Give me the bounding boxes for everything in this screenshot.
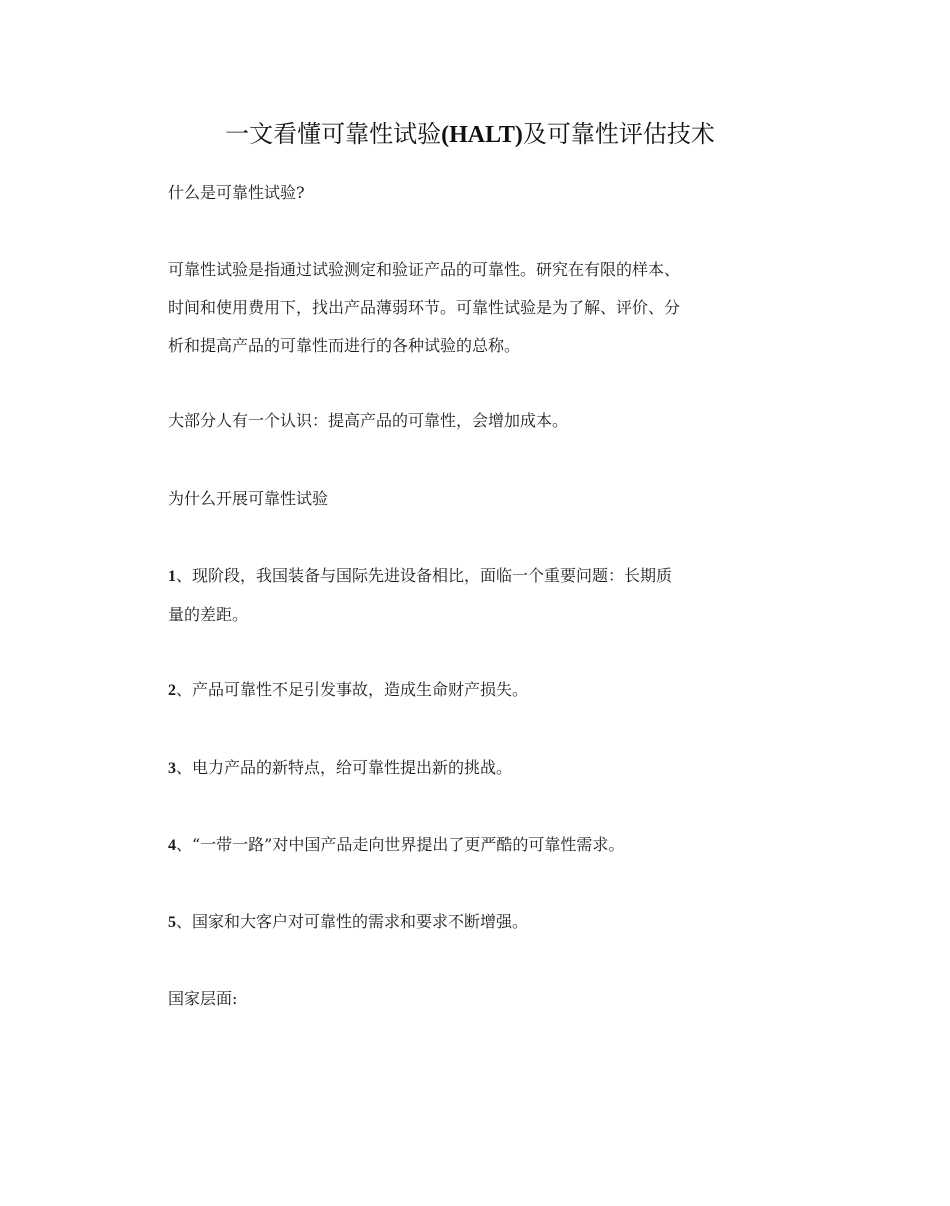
reason-item-2: [168, 671, 768, 710]
reason-5-number: 5: [168, 914, 176, 931]
reason-1-number: 1: [168, 568, 176, 585]
heading-why-reliability-test: 为什么开展可靠性试验: [168, 489, 329, 508]
reason-3-text: 、电力产品的新特点，给可靠性提出新的挑战。: [176, 758, 513, 777]
heading-what-is-reliability-test: 什么是可靠性试验?: [168, 183, 305, 202]
reason-item-1: [168, 557, 768, 634]
definition-paragraph: [168, 251, 768, 365]
document-title: [0, 114, 940, 155]
heading-national-level: 国家层面:: [168, 989, 238, 1008]
title-text-halt: (HALT): [441, 122, 523, 148]
reason-item-5: [168, 903, 768, 942]
reason-item-3: [168, 749, 768, 788]
reason-3-number: 3: [168, 760, 176, 777]
reason-4-text: 、“一带一路”对中国产品走向世界提出了更严酷的可靠性需求。: [176, 835, 625, 854]
reason-item-4: [168, 826, 768, 865]
reason-1-line-1: [168, 557, 768, 596]
common-view-paragraph: 大部分人有一个认识：提高产品的可靠性，会增加成本。: [168, 411, 569, 430]
reason-2-text: 、产品可靠性不足引发事故，造成生命财产损失。: [176, 680, 529, 699]
reason-4-number: 4: [168, 837, 176, 854]
definition-line-2: 时间和使用费用下，找出产品薄弱环节。可靠性试验是为了解、评价、分: [168, 298, 681, 317]
reason-2-number: 2: [168, 682, 176, 699]
reason-1-line-2: 量的差距。: [168, 605, 249, 624]
definition-line-1: 可靠性试验是指通过试验测定和验证产品的可靠性。研究在有限的样本、: [168, 260, 681, 279]
reason-1-text-1: 、现阶段，我国装备与国际先进设备相比，面临一个重要问题：长期质: [176, 566, 673, 585]
title-text-part1: 一文看懂可靠性试验: [225, 120, 442, 148]
definition-line-3: 析和提高产品的可靠性而进行的各种试验的总称。: [168, 336, 521, 355]
title-text-part3: 及可靠性评估技术: [522, 120, 715, 148]
reason-5-text: 、国家和大客户对可靠性的需求和要求不断增强。: [176, 912, 529, 931]
